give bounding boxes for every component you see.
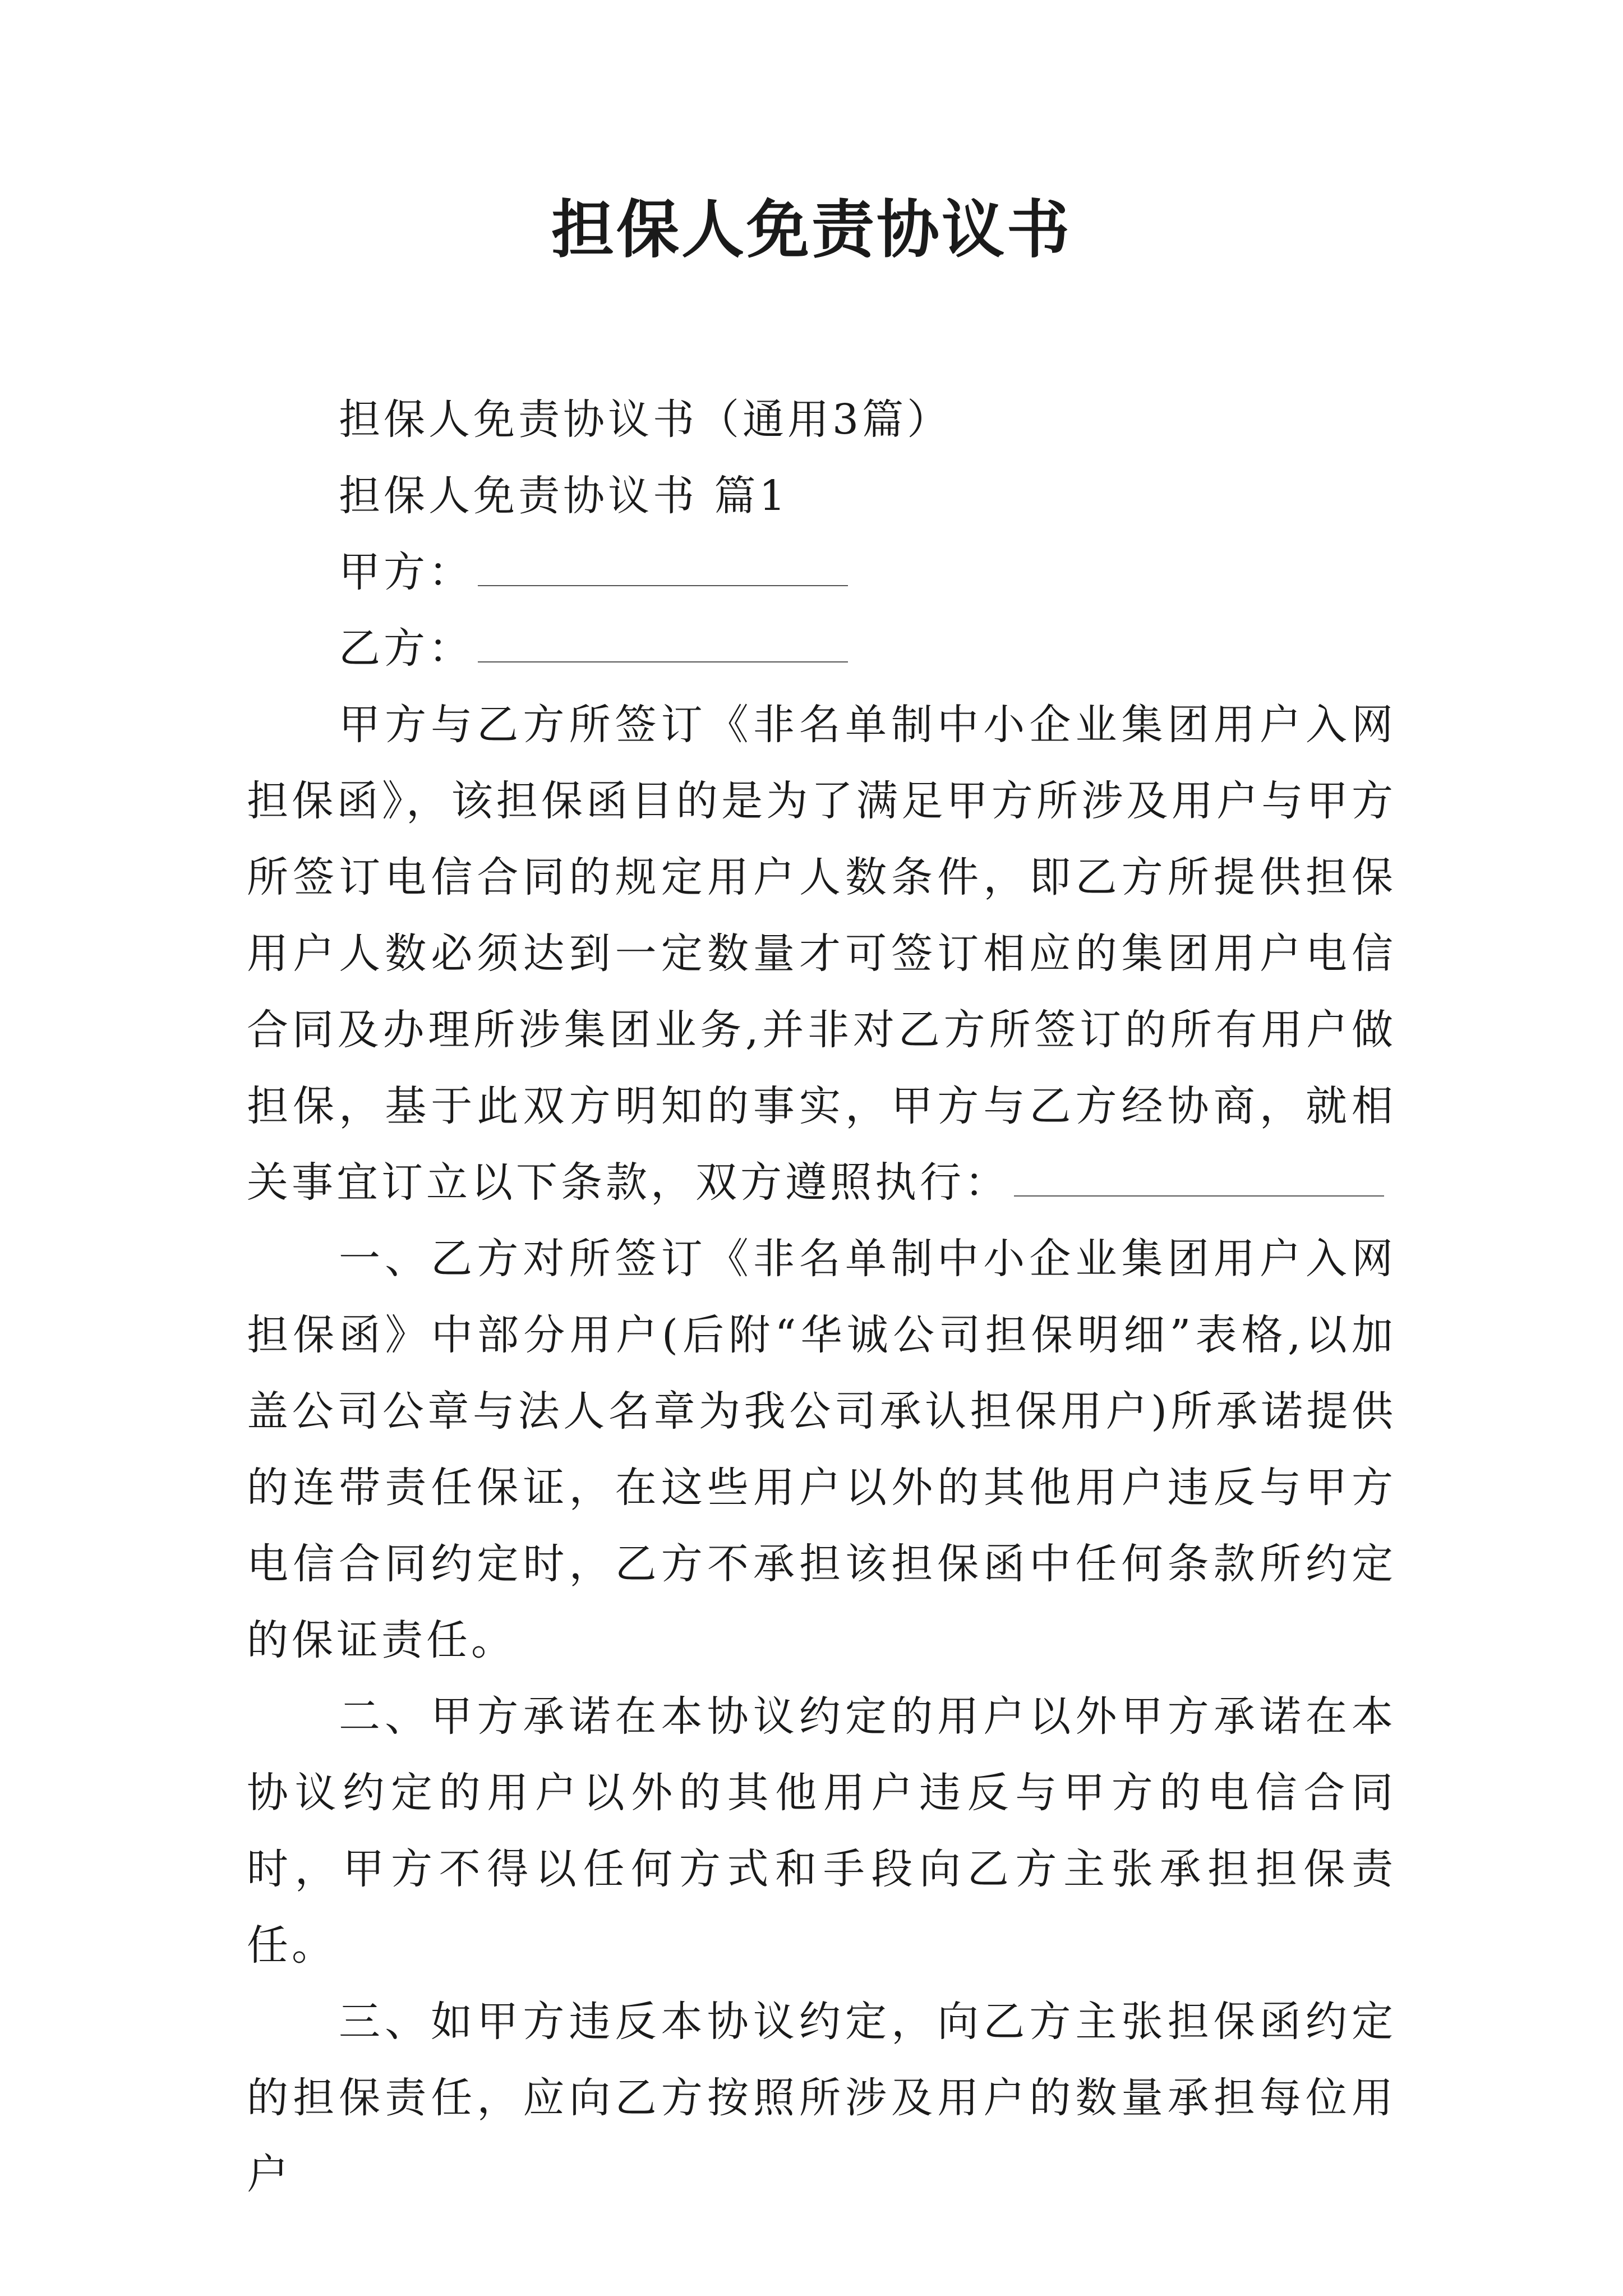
party-a-label: 甲方： [339, 548, 473, 596]
clause-3-paragraph: 三、如甲方违反本协议约定，向乙方主张担保函约定的担保责任，应向乙方按照所涉及用户的数量承担每位用户 [247, 1998, 1396, 2198]
document-title: 担保人免责协议书 [551, 193, 1072, 266]
intro-text: 甲方与乙方所签订《非名单制中小企业集团用户入网担保函》，该担保函目的是为了满足甲方所涉及用户与甲方所签订电信合同的规定用户人数条件，即乙方所提供担保用户人数必须达到一定数量才可签订相应的集团用户电信合同及办理所涉集团业务,并非对乙方所签订的所有用户做担保，基于此双方明知的事实，甲方与乙方经协商，就相关事宜订立以下条款，双方遵照执行： [247, 701, 1396, 1207]
party-b-line [247, 610, 1396, 687]
document-subtitle: 担保人免责协议书（通用3篇） [339, 395, 952, 444]
subtitle-line [247, 381, 1396, 458]
clause-2-paragraph: 二、甲方承诺在本协议约定的用户以外甲方承诺在本协议约定的用户以外的其他用户违反与甲方的电信合同时，甲方不得以任何方式和手段向乙方主张承担担保责任。 [247, 1692, 1396, 1970]
section-heading-line [247, 458, 1396, 534]
party-a-line [247, 534, 1396, 610]
party-b-blank [478, 628, 848, 662]
section-heading: 担保人免责协议书 篇1 [339, 472, 789, 520]
party-a-blank [478, 551, 848, 586]
intro-paragraph [247, 687, 1396, 1221]
clause-1-paragraph: 一、乙方对所签订《非名单制中小企业集团用户入网担保函》中部分用户(后附“华诚公司担保明细”表格,以加盖公司公章与法人名章为我公司承认担保用户)所承诺提供的连带责任保证，在这些用户以外的其他用户违反与甲方电信合同约定时，乙方不承担该担保函中任何条款所约定的保证责任。 [247, 1235, 1396, 1664]
party-b-label: 乙方： [339, 624, 473, 673]
document-body [247, 381, 1396, 2212]
intro-blank [1014, 1162, 1384, 1197]
